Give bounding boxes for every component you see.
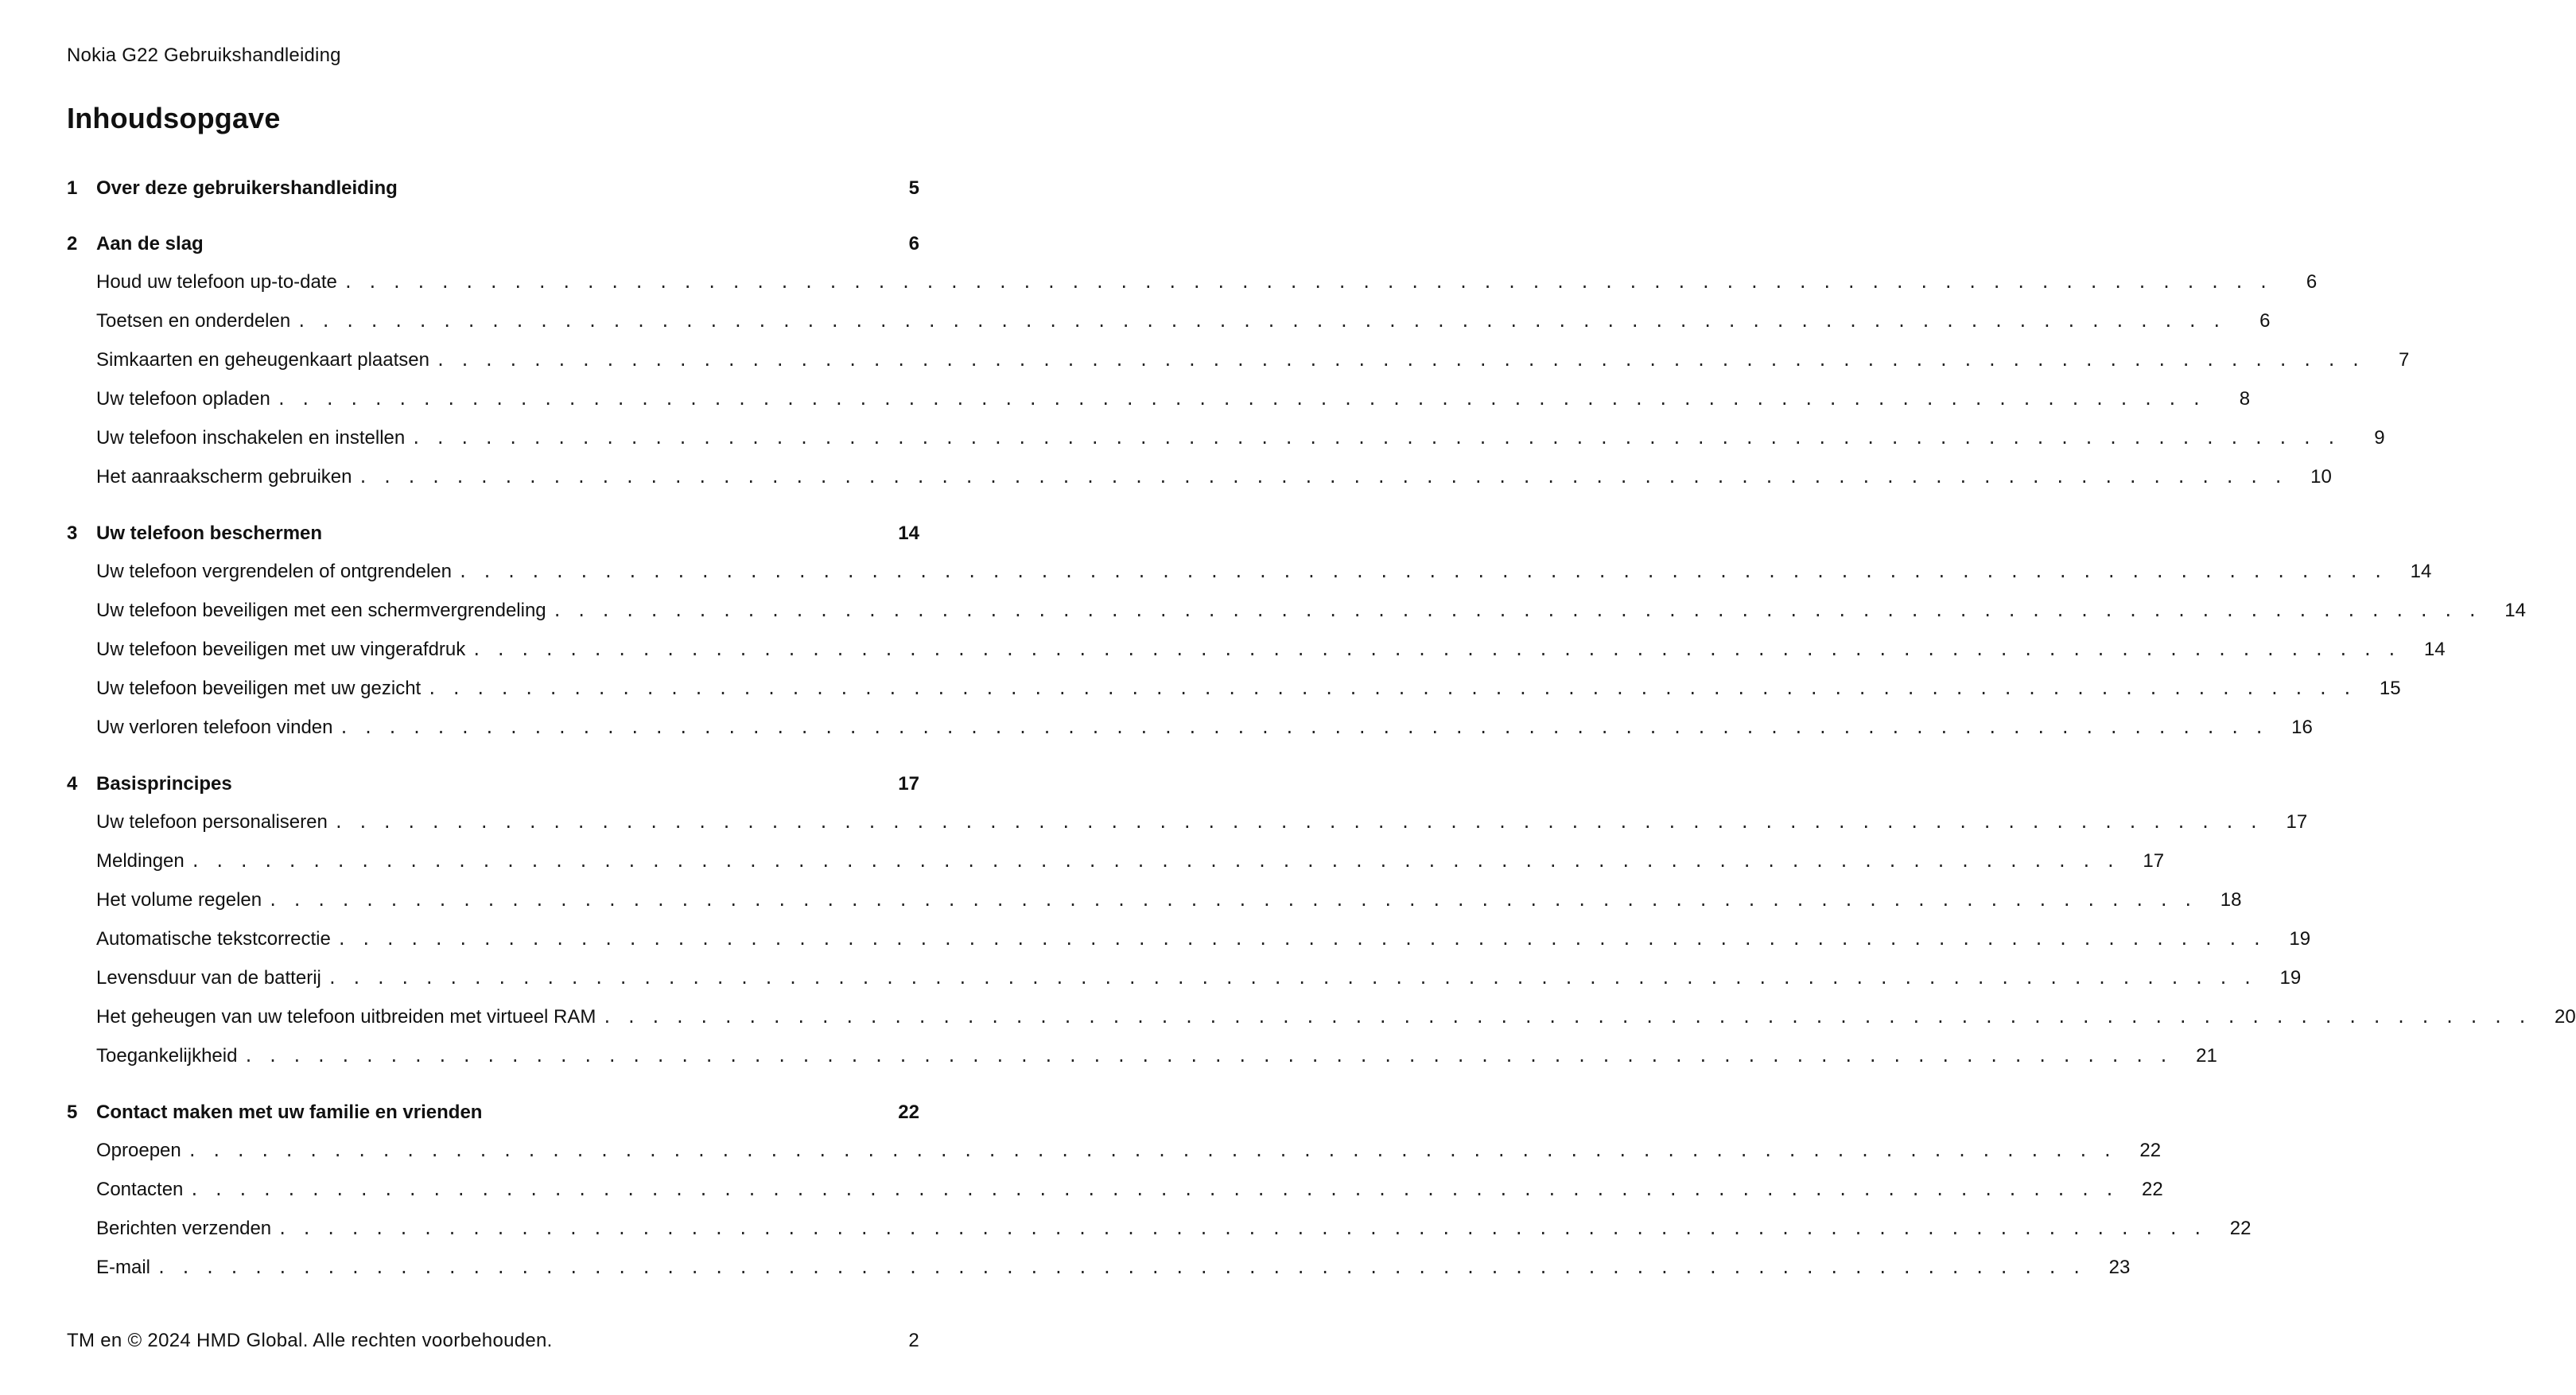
page-footer: [67, 1330, 919, 1352]
toc-entry[interactable]: [67, 1209, 2252, 1248]
footer-copyright: TM en © 2024 HMD Global. Alle rechten voorbehouden.: [67, 1330, 553, 1351]
toc-entry[interactable]: [67, 630, 2446, 669]
toc-chapter-heading[interactable]: [67, 766, 919, 802]
toc-entry[interactable]: [67, 301, 2271, 340]
chapter-number: 2: [67, 233, 78, 255]
toc-chapter-heading[interactable]: [67, 226, 919, 262]
toc-entry-page-number: 21: [2196, 1045, 2217, 1067]
chapter-page-number: 14: [898, 523, 919, 544]
toc-entry-page-number: 16: [2291, 717, 2313, 738]
toc-entry-title: Automatische tekstcorrectie: [96, 928, 331, 950]
toc-entry-title: Toegankelijkheid: [96, 1045, 238, 1067]
table-of-contents: [67, 170, 2576, 1306]
toc-entry[interactable]: [67, 1131, 2162, 1170]
dot-leader: . . . . . . . . . . . . . . . . . . . . . . . . . . . . . . . . . . . . . . . . . . . . . . . . . . . . . . . . . . . . . . . . . . . . . . . . . . . . . . . .: [187, 1141, 2116, 1160]
toc-entry[interactable]: [67, 708, 2313, 747]
toc-chapter: [67, 766, 2576, 1075]
toc-entry-page-number: 9: [2374, 427, 2385, 449]
toc-entry-title: Het aanraakscherm gebruiken: [96, 466, 352, 488]
toc-entry-page-number: 20: [2555, 1006, 2576, 1028]
toc-entry-page-number: 17: [2143, 850, 2165, 872]
toc-entry[interactable]: [67, 379, 2251, 418]
toc-entry[interactable]: [67, 841, 2165, 880]
chapter-title: Over deze gebruikershandleiding: [96, 177, 398, 199]
toc-entry-page-number: 23: [2108, 1257, 2131, 1278]
toc-entry[interactable]: [67, 591, 2526, 630]
page-title: Inhoudsopgave: [67, 102, 281, 134]
toc-entry-page-number: 19: [2289, 928, 2311, 950]
toc-entry-page-number: 18: [2220, 889, 2242, 911]
chapter-title: Contact maken met uw familie en vrienden: [96, 1102, 483, 1123]
toc-entry[interactable]: [67, 418, 2385, 457]
toc-entry[interactable]: [67, 997, 2576, 1036]
toc-chapter-heading[interactable]: [67, 1094, 919, 1131]
chapter-page-number: 6: [908, 233, 919, 255]
toc-entry-title: Uw telefoon opladen: [96, 388, 270, 410]
toc-entry[interactable]: [67, 958, 2302, 997]
toc-entry-title: Houd uw telefoon up-to-date: [96, 271, 337, 293]
dot-leader: . . . . . . . . . . . . . . . . . . . . . . . . . . . . . . . . . . . . . . . . . . . . . . . . . . . . . . . . . . . . . . . . . . . . . . . . . . . . . . . .: [472, 640, 2399, 659]
dot-leader: . . . . . . . . . . . . . . . . . . . . . . . . . . . . . . . . . . . . . . . . . . . . . . . . . . . . . . . . . . . . . . . . . . . . . . . . . . . . . . . .: [297, 312, 2224, 331]
toc-entry[interactable]: [67, 669, 2401, 708]
dot-leader: . . . . . . . . . . . . . . . . . . . . . . . . . . . . . . . . . . . . . . . . . . . . . . . . . . . . . . . . . . . . . . . . . . . . . . . . . . . . . . . .: [358, 468, 2286, 487]
chapter-page-number: 5: [908, 177, 919, 199]
dot-leader: . . . . . . . . . . . . . . . . . . . . . . . . . . . . . . . . . . . . . . . . . . . . . . . . . . . . . . . . . . . . . . . . . . . . . . . . . . . . . . . .: [276, 390, 2205, 409]
toc-entry-title: Levensduur van de batterij: [96, 967, 321, 989]
chapter-title: Basisprincipes: [96, 773, 232, 795]
toc-entry[interactable]: [67, 919, 2311, 958]
toc-entry-title: Uw telefoon inschakelen en instellen: [96, 427, 406, 449]
chapter-number: 3: [67, 523, 78, 544]
toc-entry-page-number: 22: [2139, 1140, 2162, 1161]
toc-entry-page-number: 7: [2398, 349, 2410, 371]
dot-leader: . . . . . . . . . . . . . . . . . . . . . . . . . . . . . . . . . . . . . . . . . . . . . . . . . . . . . . . . . . . . . . . . . . . . . . . . . . . . . . . .: [435, 351, 2364, 370]
document-header: Nokia G22 Gebruikshandleiding: [67, 45, 341, 66]
toc-entry-title: Oproepen: [96, 1140, 181, 1161]
toc-chapter: [67, 515, 2526, 747]
dot-leader: . . . . . . . . . . . . . . . . . . . . . . . . . . . . . . . . . . . . . . . . . . . . . . . . . . . . . . . . . . . . . . . . . . . . . . . . . . . . . . . .: [336, 930, 2265, 949]
toc-entry-title: Het volume regelen: [96, 889, 262, 911]
dot-leader: . . . . . . . . . . . . . . . . . . . . . . . . . . . . . . . . . . . . . . . . . . . . . . . . . . . . . . . . . . . . . . . . . . . . . . . . . . . . . . . .: [243, 1047, 2171, 1066]
toc-entry[interactable]: [67, 802, 2308, 841]
toc-entry[interactable]: [67, 262, 2318, 301]
toc-entry[interactable]: [67, 1248, 2131, 1287]
toc-entry-page-number: 14: [2504, 600, 2526, 621]
toc-entry-title: Het geheugen van uw telefoon uitbreiden met virtueel RAM: [96, 1006, 596, 1028]
chapter-number: 4: [67, 773, 78, 795]
dot-leader: . . . . . . . . . . . . . . . . . . . . . . . . . . . . . . . . . . . . . . . . . . . . . . . . . . . . . . . . . . . . . . . . . . . . . . . . . . . . . . . .: [327, 969, 2255, 988]
chapter-title: Uw telefoon beschermen: [96, 523, 323, 544]
dot-leader: . . . . . . . . . . . . . . . . . . . . . . . . . . . . . . . . . . . . . . . . . . . . . . . . . . . . . . . . . . . . . . . . . . . . . . . . . . . . . . . .: [427, 679, 2355, 698]
dot-leader: . . . . . . . . . . . . . . . . . . . . . . . . . . . . . . . . . . . . . . . . . . . . . . . . . . . . . . . . . . . . . . . . . . . . . . . . . . . . . . . .: [189, 1180, 2117, 1199]
toc-entry-page-number: 15: [2379, 678, 2401, 699]
dot-leader: . . . . . . . . . . . . . . . . . . . . . . . . . . . . . . . . . . . . . . . . . . . . . . . . . . . . . . . . . . . . . . . . . . . . . . . . . . . . . . . .: [278, 1219, 2205, 1238]
dot-leader: . . . . . . . . . . . . . . . . . . . . . . . . . . . . . . . . . . . . . . . . . . . . . . . . . . . . . . . . . . . . . . . . . . . . . . . . . . . . . . . .: [268, 891, 2196, 910]
toc-entry-title: E-mail: [96, 1257, 151, 1278]
toc-entry-title: Uw verloren telefoon vinden: [96, 717, 333, 738]
dot-leader: . . . . . . . . . . . . . . . . . . . . . . . . . . . . . . . . . . . . . . . . . . . . . . . . . . . . . . . . . . . . . . . . . . . . . . . . . . . . . . . .: [552, 601, 2480, 620]
toc-entry-page-number: 6: [2259, 310, 2271, 332]
toc-entry-page-number: 17: [2286, 811, 2308, 833]
dot-leader: . . . . . . . . . . . . . . . . . . . . . . . . . . . . . . . . . . . . . . . . . . . . . . . . . . . . . . . . . . . . . . . . . . . . . . . . . . . . . . . .: [602, 1008, 2530, 1027]
toc-entry-page-number: 10: [2310, 466, 2332, 488]
toc-entry[interactable]: [67, 880, 2242, 919]
toc-entry[interactable]: [67, 340, 2410, 379]
toc-entry-title: Berichten verzenden: [96, 1218, 272, 1239]
toc-entry-title: Uw telefoon beveiligen met een schermvergrendeling: [96, 600, 546, 621]
toc-chapter-heading[interactable]: [67, 170, 919, 207]
dot-leader: . . . . . . . . . . . . . . . . . . . . . . . . . . . . . . . . . . . . . . . . . . . . . . . . . . . . . . . . . . . . . . . . . . . . . . . . . . . . . . . .: [339, 718, 2267, 737]
toc-entry[interactable]: [67, 1036, 2217, 1075]
dot-leader: . . . . . . . . . . . . . . . . . . . . . . . . . . . . . . . . . . . . . . . . . . . . . . . . . . . . . . . . . . . . . . . . . . . . . . . . . . . . . . . .: [157, 1258, 2085, 1277]
toc-entry-page-number: 22: [2142, 1179, 2163, 1200]
dot-leader: . . . . . . . . . . . . . . . . . . . . . . . . . . . . . . . . . . . . . . . . . . . . . . . . . . . . . . . . . . . . . . . . . . . . . . . . . . . . . . . .: [190, 852, 2119, 871]
toc-entry[interactable]: [67, 457, 2332, 496]
toc-chapter: [67, 170, 919, 207]
chapter-page-number: 17: [898, 773, 919, 795]
toc-entry-page-number: 22: [2229, 1218, 2252, 1239]
dot-leader: . . . . . . . . . . . . . . . . . . . . . . . . . . . . . . . . . . . . . . . . . . . . . . . . . . . . . . . . . . . . . . . . . . . . . . . . . . . . . . . .: [457, 562, 2386, 581]
footer-page-number: 2: [908, 1330, 919, 1351]
toc-entry-page-number: 8: [2239, 388, 2251, 410]
toc-entry-title: Toetsen en onderdelen: [96, 310, 291, 332]
toc-entry[interactable]: [67, 1170, 2163, 1209]
toc-entry-title: Uw telefoon beveiligen met uw gezicht: [96, 678, 422, 699]
toc-entry-title: Uw telefoon vergrendelen of ontgrendelen: [96, 561, 452, 582]
chapter-page-number: 22: [898, 1102, 919, 1123]
toc-entry-page-number: 6: [2306, 271, 2318, 293]
toc-entry-page-number: 19: [2279, 967, 2302, 989]
toc-chapter-heading[interactable]: [67, 515, 919, 552]
toc-entry-page-number: 14: [2423, 639, 2446, 660]
toc-entry-page-number: 14: [2410, 561, 2432, 582]
toc-entry-title: Meldingen: [96, 850, 185, 872]
toc-entry-title: Uw telefoon beveiligen met uw vingerafdruk: [96, 639, 466, 660]
chapter-title: Aan de slag: [96, 233, 204, 255]
chapter-number: 5: [67, 1102, 78, 1123]
toc-entry-title: Simkaarten en geheugenkaart plaatsen: [96, 349, 429, 371]
toc-entry[interactable]: [67, 552, 2432, 591]
dot-leader: . . . . . . . . . . . . . . . . . . . . . . . . . . . . . . . . . . . . . . . . . . . . . . . . . . . . . . . . . . . . . . . . . . . . . . . . . . . . . . . .: [411, 429, 2339, 448]
toc-entry-title: Contacten: [96, 1179, 184, 1200]
dot-leader: . . . . . . . . . . . . . . . . . . . . . . . . . . . . . . . . . . . . . . . . . . . . . . . . . . . . . . . . . . . . . . . . . . . . . . . . . . . . . . . .: [343, 273, 2271, 292]
toc-chapter: [67, 1094, 2252, 1287]
toc-chapter: [67, 226, 2410, 496]
chapter-number: 1: [67, 177, 78, 199]
toc-entry-title: Uw telefoon personaliseren: [96, 811, 328, 833]
dot-leader: . . . . . . . . . . . . . . . . . . . . . . . . . . . . . . . . . . . . . . . . . . . . . . . . . . . . . . . . . . . . . . . . . . . . . . . . . . . . . . . .: [333, 813, 2262, 832]
